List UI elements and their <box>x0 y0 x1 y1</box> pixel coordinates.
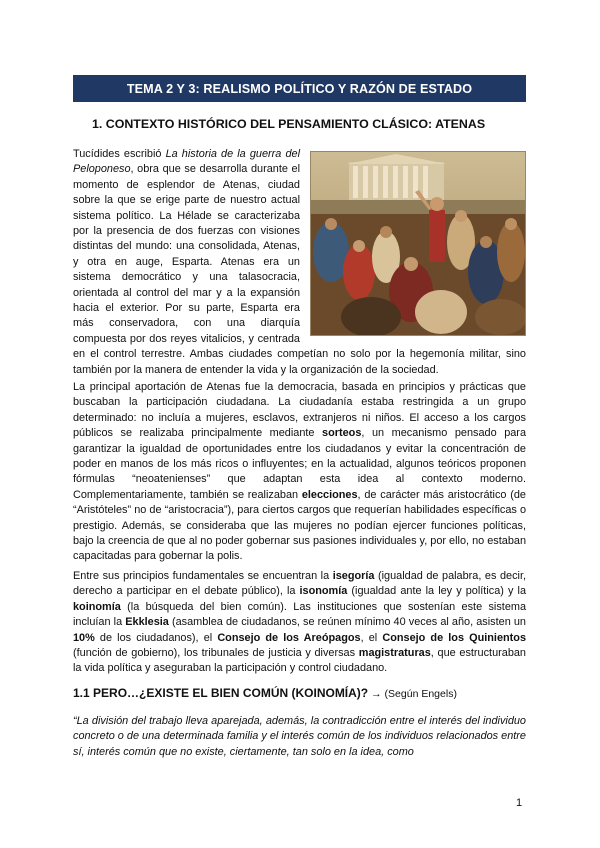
paragraph-1-text: Tucídides escribió La historia de la guerra del Peloponeso, obra que se desarrolla durante el momento de esplendor de Atenas, ciudad sobre la que se erige parte de nuestro actual sistema político. La Hélade se caracterizaba por la presencia de dos fuerzas con visiones distintas del mundo: una consolidada, Atenas, y otra en auge, Esparta. Atenas era un sistema democrático y una talasocracia, orientada al control del mar y a la expansión hacia el exterior. Por su parte, Esparta era más conservadora, con una diarquía compuesta por dos reyes vitalicios, y centrada en el control terrestre. Ambas ciudades competían no solo por la hegemonía militar, sino también por la manera de entender la vida y la organización de la sociedad. <box>73 148 526 376</box>
term-isonomia: isonomía <box>299 585 348 598</box>
paragraph-3: Entre sus principios fundamentales se encuentran la isegoría (igualdad de palabra, es decir, derecho a participar en el debate público), la isonomía (igualdad ante la ley y política) y la koinomía (la búsqueda del bien común). Las instituciones que sostenían este sistema incluían la Ekklesia (asamblea de ciudadanos, se reúnen mínimo 40 veces al año, asisten un 10% de los ciudadanos), el Consejo de los Areópagos, el Consejo de los Quinientos (función de gobierno), los tribunales de justicia y diversas magistraturas, que estructuraban la vida política y aseguraban la participación y control ciudadano. <box>73 570 526 675</box>
page-number: 1 <box>516 797 523 809</box>
term-magistraturas: magistraturas <box>358 647 431 660</box>
term-elecciones: elecciones <box>301 488 358 501</box>
pericles-painting-image <box>310 151 526 336</box>
term-koinomia: koinomía <box>73 600 121 613</box>
document-title-banner <box>73 75 526 102</box>
term-consejo-quinientos: Consejo de los Quinientos <box>382 631 526 644</box>
term-isegoria: isegoría <box>332 570 375 582</box>
engels-quote: “La división del trabajo lleva aparejada, además, la contradicción entre el interés del individuo concreto o de una determinada familia y el interés común de los individuos relacionados entre sí, interés común que no existe, ciertamente, tan solo en la idea, como <box>73 715 526 758</box>
term-consejo-areopagos: Consejo de los Areópagos <box>217 631 361 644</box>
book-title: La historia de la guerra del Peloponeso <box>73 148 300 176</box>
section-heading-1-1 <box>73 686 457 700</box>
paragraph-1 <box>73 147 526 378</box>
term-10-percent: 10% <box>73 631 95 644</box>
term-ekklesia: Ekklesia <box>125 616 169 629</box>
paragraph-2: La principal aportación de Atenas fue la democracia, basada en principios y prácticas que buscaban la participación ciudadana. La ciudadanía estaba restringida a un grupo determinado: no incluía a mujeres, esclavos, extranjeros ni niños. El acceso a los cargos públicos se realizaba principalmente mediante sorteos, un mecanismo pensado para garantizar la igualdad de oportunidades entre los ciudadanos y evitar la concentración de poder en manos de los más ricos o influyentes; en la actualidad, algunos teóricos proponen fórmulas “neoatenienses” que adaptan esta idea al contexto moderno. Complementariamente, también se realizaban elecciones, de carácter más aristocrático (de “Aristóteles” no de “aristocracia”), para ciertos cargos que requerían habilidades específicas o prestigio. Además, se consideraba que las mujeres no podían ejercer funciones políticas, bajo la creencia de que al no poder gobernar sus pasiones individuales y, por ello, no estaban capacitadas para gobernar la polis. <box>73 381 526 563</box>
section-heading-1: 1. CONTEXTO HISTÓRICO DEL PENSAMIENTO CLÁSICO: ATENAS <box>92 117 486 131</box>
document-title: TEMA 2 Y 3: REALISMO POLÍTICO Y RAZÓN DE ESTADO <box>126 81 473 96</box>
term-sorteos: sorteos <box>322 427 362 440</box>
section-heading-note: → (Según Engels) <box>371 688 457 700</box>
section-heading-1-1-text: 1.1 PERO…¿EXISTE EL BIEN COMÚN (KOINOMÍA)? <box>73 686 369 700</box>
